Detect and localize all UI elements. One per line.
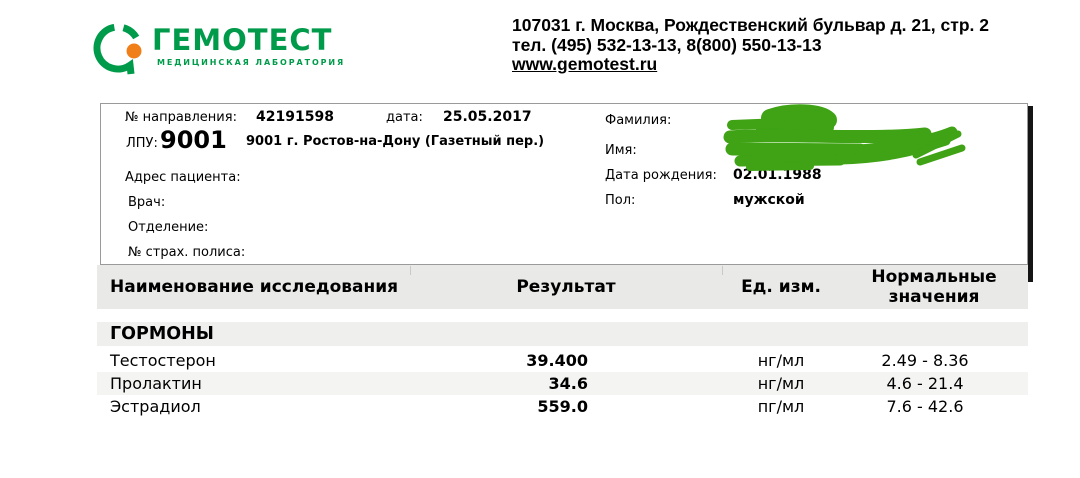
test-name: Пролактин [110,374,202,393]
date-label: дата: [386,110,423,125]
test-normal-range: 7.6 - 42.6 [886,397,964,416]
logo-wordmark: ГЕМОТЕСТ [152,23,333,57]
test-name: Тестостерон [110,351,216,370]
column-separator [722,266,723,275]
gemotest-logo-icon [89,17,151,79]
logo-orange-dot [127,44,142,59]
test-name: Эстрадиол [110,397,201,416]
address-line2: тел. (495) 532-13-13, 8(800) 550-13-13 [512,34,822,55]
patient-address-label: Адрес пациента: [125,170,241,185]
test-unit: пг/мл [757,397,805,416]
col-header-name: Наименование исследования [110,277,399,297]
sex-value: мужской [733,192,805,208]
section-header-hormones: ГОРМОНЫ [97,322,1028,346]
address-line1: 107031 г. Москва, Рождественский бульвар д. 21, стр. 2 [512,15,989,35]
col-header-result: Результат [516,277,616,297]
redaction-scribble [720,103,970,173]
col-header-normal: Нормальные значения [871,267,997,307]
column-separator [410,266,411,275]
lpu-branch: 9001 г. Ростов-на-Дону (Газетный пер.) [246,134,545,149]
date-value: 25.05.2017 [443,109,532,125]
logo-tagline: МЕДИЦИНСКАЯ ЛАБОРАТОРИЯ [157,58,346,67]
name-label: Имя: [605,143,637,158]
test-unit: нг/мл [757,374,805,393]
table-row [97,372,1028,395]
test-normal-range: 4.6 - 21.4 [886,374,964,393]
website-link[interactable]: www.gemotest.ru [512,54,658,74]
table-row [97,395,1028,418]
test-result: 559.0 [537,397,588,416]
lab-address-block [512,16,989,75]
department-label: Отделение: [128,220,209,235]
lpu-value: 9001 [160,126,227,154]
surname-label: Фамилия: [605,113,672,128]
test-result: 39.400 [526,351,588,370]
test-result: 34.6 [548,374,588,393]
doctor-label: Врач: [128,195,166,210]
sex-label: Пол: [605,193,636,208]
table-row [97,349,1028,372]
col-header-unit: Ед. изм. [741,277,821,297]
insurance-label: № страх. полиса: [128,245,246,260]
results-table-header [97,265,1028,309]
test-unit: нг/мл [757,351,805,370]
lpu-label: ЛПУ: [126,136,158,151]
referral-label: № направления: [125,110,237,125]
birthdate-value: 02.01.1988 [733,167,822,183]
test-normal-range: 2.49 - 8.36 [881,351,969,370]
birthdate-label: Дата рождения: [605,168,717,183]
scrollbar-thumb[interactable] [1028,106,1033,282]
referral-value: 42191598 [256,109,334,125]
